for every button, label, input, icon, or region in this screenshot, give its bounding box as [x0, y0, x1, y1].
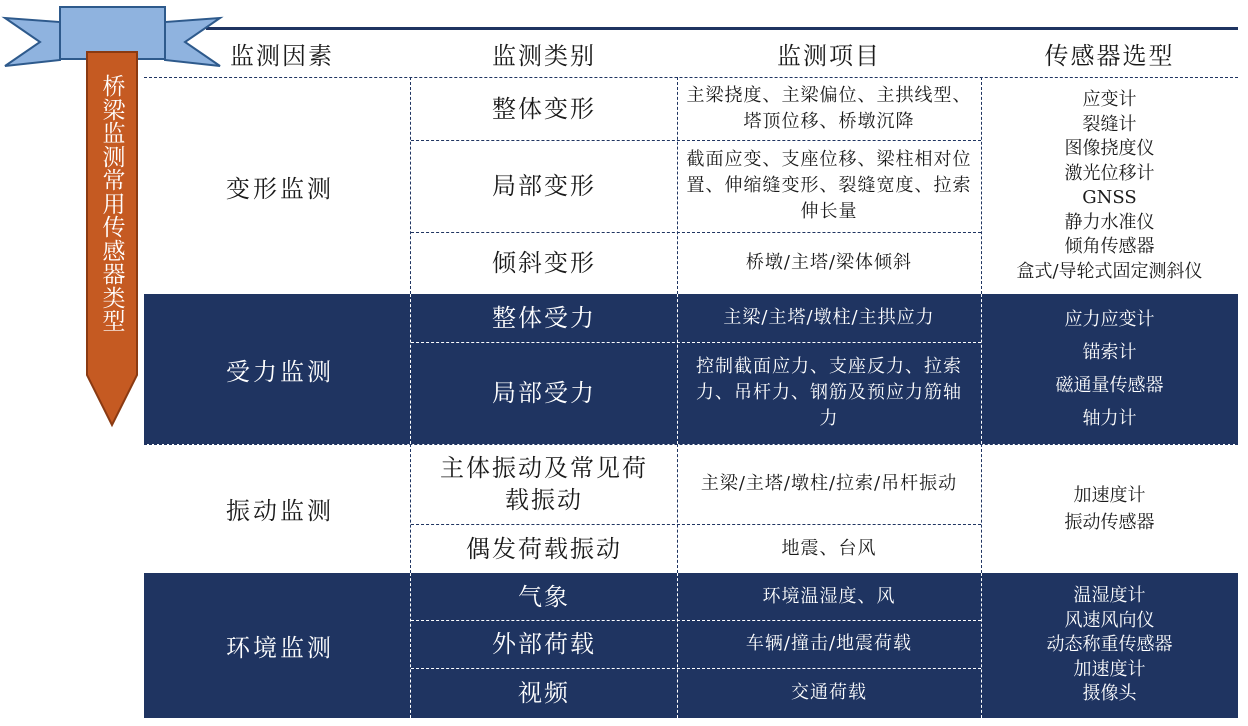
sensor-item: 倾角传感器: [1064, 236, 1155, 257]
sensor-list: [981, 78, 1238, 294]
sensor-list: [981, 294, 1238, 444]
title-char: 用: [102, 191, 126, 218]
title-char: 感: [102, 238, 126, 265]
sensor-item: 图像挠度仪: [1064, 138, 1155, 159]
sensor-item: 激光位移计: [1064, 162, 1155, 184]
vertical-title: [92, 76, 136, 335]
category-cell: 视频: [518, 679, 570, 707]
title-char: 桥: [102, 74, 126, 100]
sensor-item: 风速风向仪: [1064, 609, 1155, 631]
title-char: 常: [102, 168, 126, 194]
sensor-item: 振动传感器: [1064, 511, 1155, 533]
sensor-list: [981, 573, 1238, 718]
item-cell: 桥墩/主塔/梁体倾斜: [745, 252, 913, 273]
sensor-item: 摄像头: [1082, 683, 1137, 705]
title-char: 器: [102, 262, 126, 288]
sensor-item: 温湿度计: [1073, 585, 1146, 607]
sensor-item: GNSS: [1082, 187, 1137, 208]
category-cell: 局部受力: [492, 379, 596, 407]
sensor-item: 静力水准仪: [1064, 211, 1155, 233]
item-cell: 车辆/撞击/地震荷载: [745, 633, 913, 654]
factor-deformation: 变形监测: [226, 174, 334, 203]
category-cell: 整体变形: [492, 95, 596, 123]
item-cell: 控制截面应力、支座反力、拉索力、吊杆力、钢筋及预应力筋轴力: [696, 356, 962, 429]
header-factor: 监测因素: [230, 41, 334, 70]
header-sensor: 传感器选型: [1044, 41, 1175, 70]
sensor-item: 动态称重传感器: [1046, 634, 1173, 656]
sensor-item: 应变计: [1082, 89, 1137, 110]
item-cell: 主梁/主塔/墩柱/拉索/吊杆振动: [700, 473, 958, 494]
sensor-item: 裂缝计: [1082, 113, 1137, 135]
sensor-list: [981, 444, 1238, 573]
sensor-item: 盒式/导轮式固定测斜仪: [1016, 260, 1203, 282]
title-char: 传: [102, 215, 126, 241]
sensor-item: 加速度计: [1073, 658, 1146, 680]
item-cell: 截面应变、支座位移、梁柱相对位置、伸缩缝变形、裂缝宽度、拉索伸长量: [686, 149, 972, 222]
item-cell: 主梁挠度、主梁偏位、主拱线型、塔顶位移、桥墩沉降: [686, 85, 972, 132]
header-item: 监测项目: [777, 41, 881, 70]
factor-vibration: 振动监测: [226, 497, 334, 525]
category-cell: 偶发荷载振动: [466, 534, 622, 563]
title-char: 梁: [102, 97, 126, 124]
sensor-item: 加速度计: [1073, 484, 1146, 506]
item-cell: 主梁/主塔/墩柱/主拱应力: [723, 307, 935, 328]
item-cell: 地震、台风: [781, 537, 877, 559]
sensor-item: 应力应变计: [1064, 309, 1155, 330]
category-cell: 主体振动及常见荷载振动: [440, 454, 648, 514]
sensor-item: 磁通量传感器: [1055, 375, 1164, 396]
title-char: 型: [102, 309, 126, 335]
category-cell: 倾斜变形: [492, 249, 596, 277]
factor-force: 受力监测: [226, 357, 334, 386]
header-category: 监测类别: [492, 41, 596, 70]
item-cell: 环境温湿度、风: [762, 585, 896, 607]
title-char: 监: [102, 121, 126, 147]
factor-environment: 环境监测: [226, 634, 334, 662]
category-cell: 外部荷载: [492, 630, 596, 658]
category-cell: 局部变形: [492, 172, 596, 200]
title-char: 类: [102, 285, 126, 312]
category-cell: 整体受力: [492, 304, 596, 332]
category-cell: 气象: [518, 582, 570, 611]
title-char: 测: [102, 144, 126, 171]
item-cell: 交通荷载: [791, 682, 867, 703]
sensor-item: 轴力计: [1082, 408, 1137, 429]
sensor-item: 锚索计: [1082, 342, 1137, 363]
